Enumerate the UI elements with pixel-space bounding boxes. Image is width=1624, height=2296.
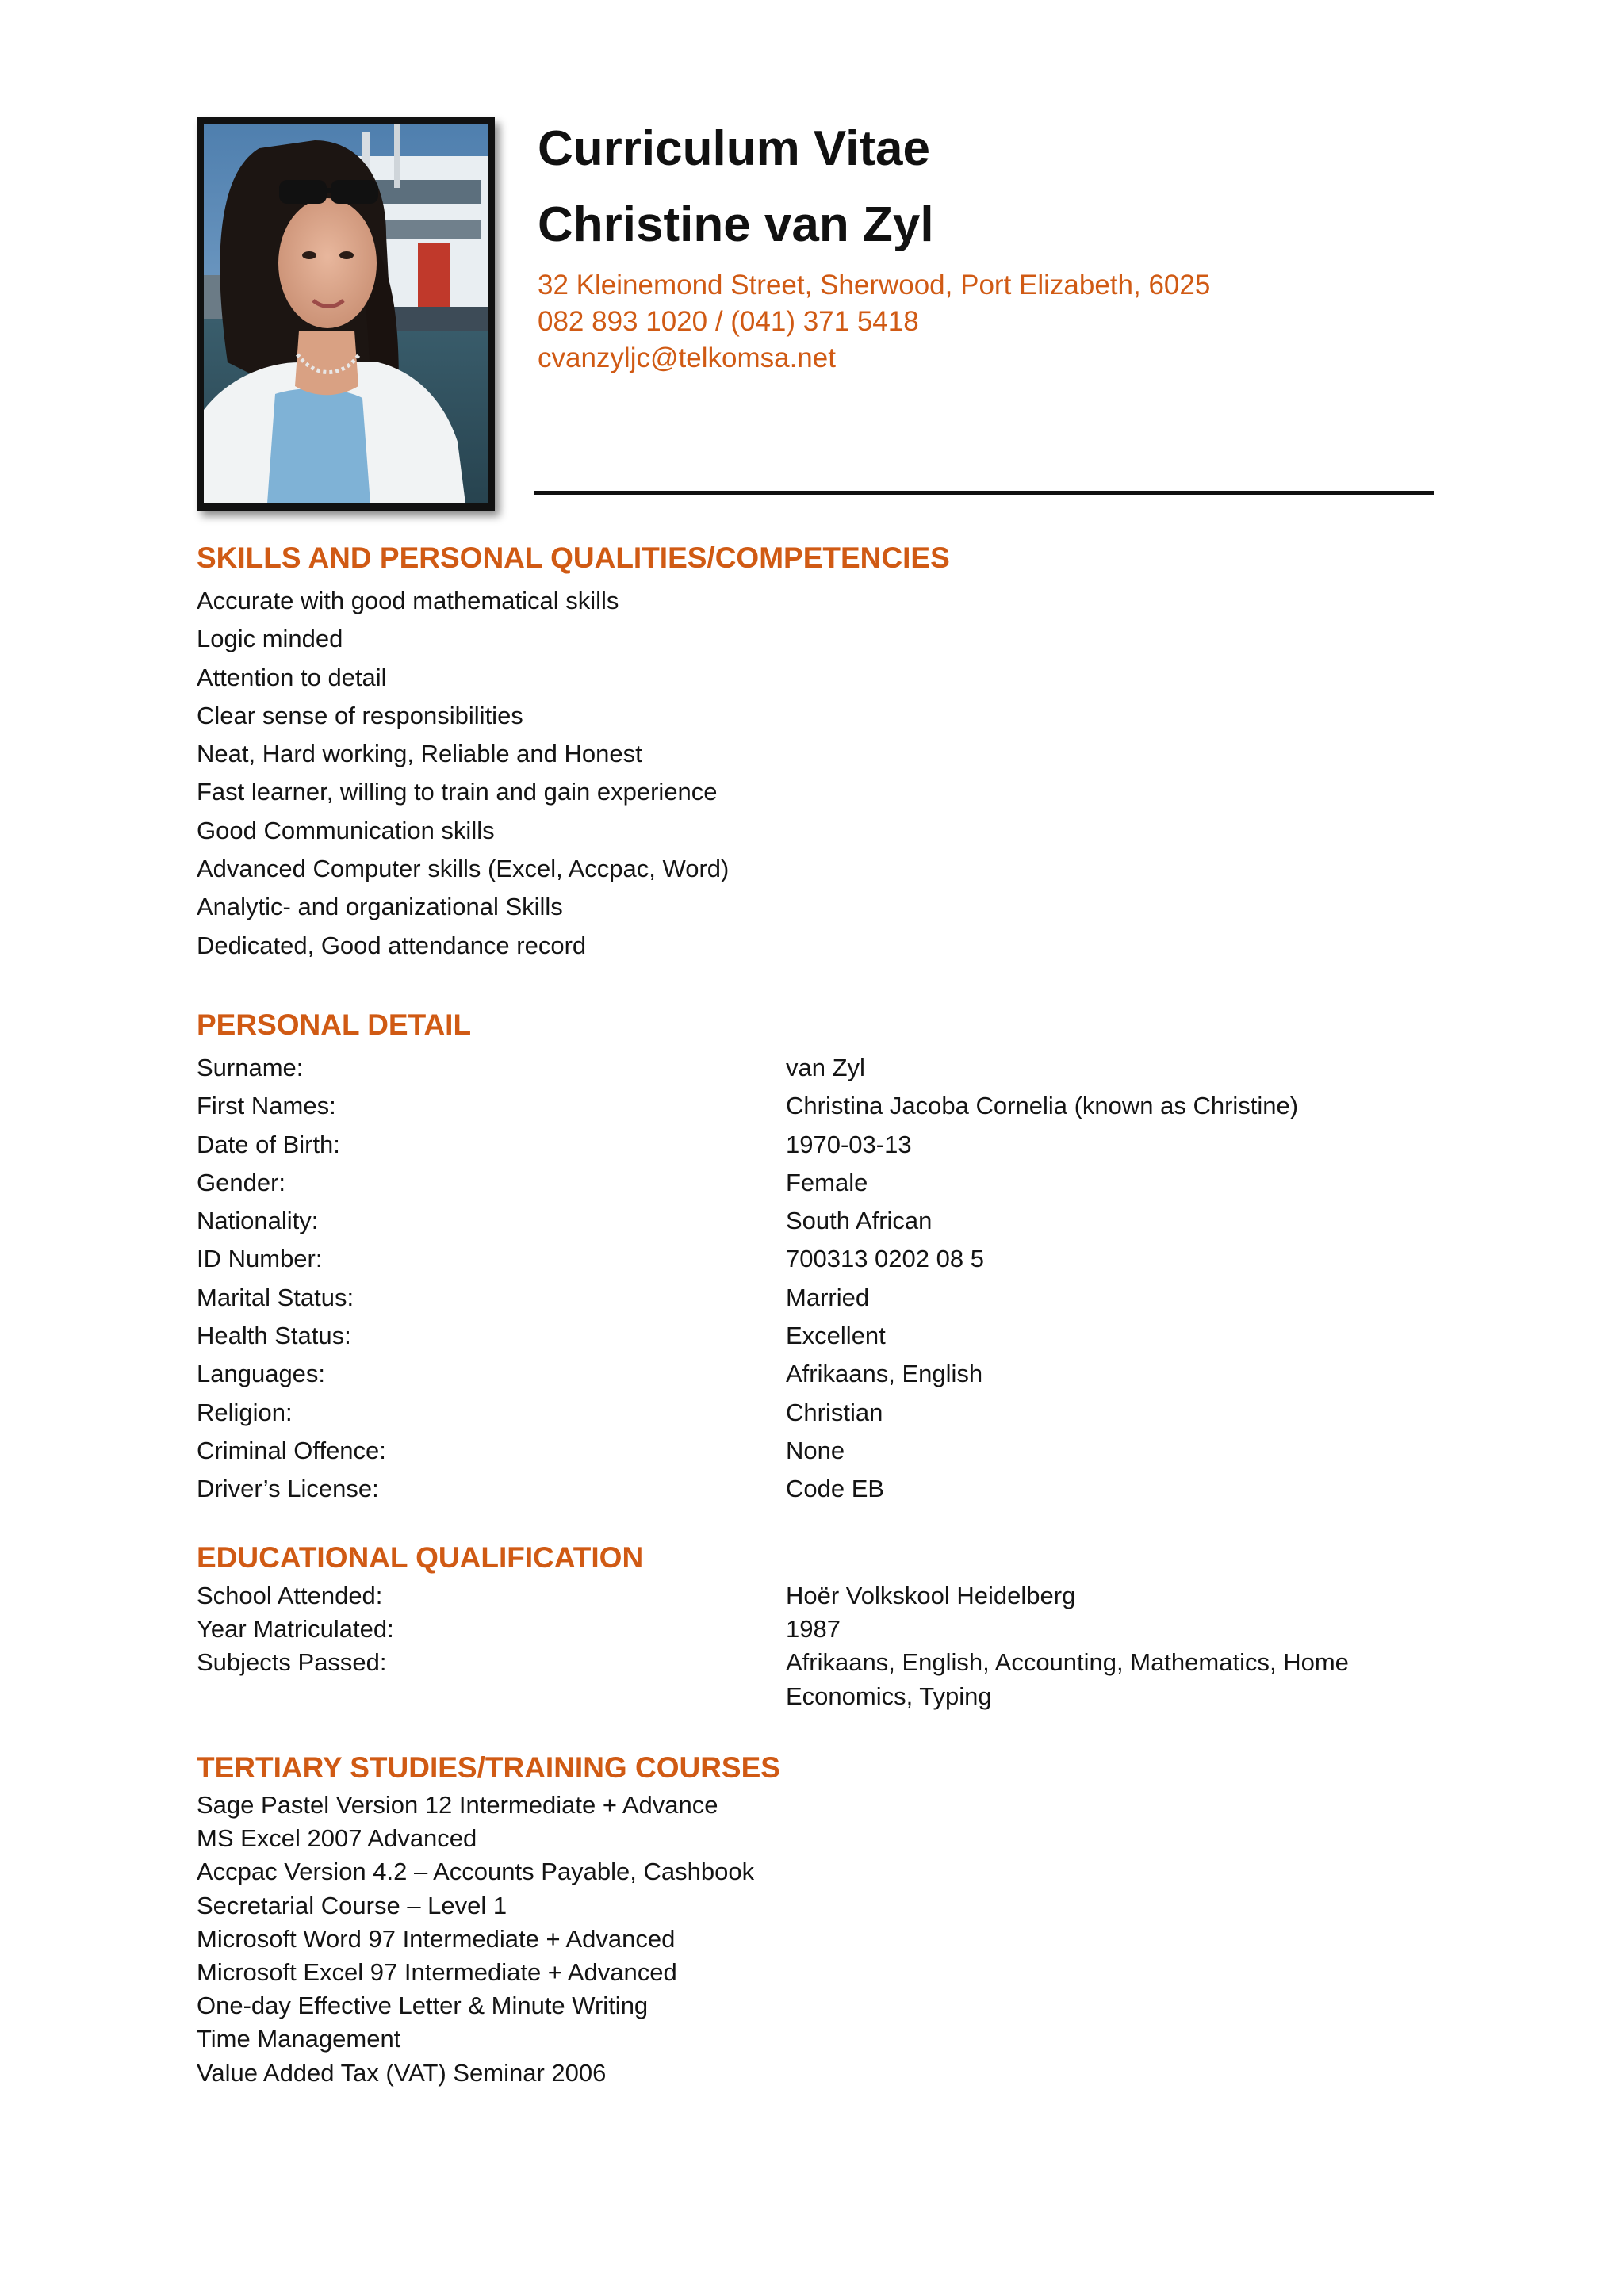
row-label: Religion: bbox=[197, 1398, 293, 1426]
table-row bbox=[197, 1240, 1434, 1278]
row-value: Afrikaans, English bbox=[786, 1360, 983, 1388]
list-item: Time Management bbox=[197, 2025, 401, 2053]
list-item: Microsoft Word 97 Intermediate + Advanced bbox=[197, 1924, 676, 1953]
personal-heading: PERSONAL DETAIL bbox=[197, 1008, 472, 1041]
row-label: ID Number: bbox=[197, 1245, 323, 1273]
row-label: Nationality: bbox=[197, 1207, 319, 1235]
row-value: 700313 0202 08 5 bbox=[786, 1245, 984, 1273]
row-label: Languages: bbox=[197, 1360, 326, 1388]
row-value: 1970-03-13 bbox=[786, 1130, 912, 1158]
table-row bbox=[197, 1164, 1434, 1202]
row-value: Hoër Volkskool Heidelberg bbox=[786, 1582, 1076, 1609]
row-label: Gender: bbox=[197, 1168, 286, 1196]
table-row bbox=[197, 1470, 1434, 1508]
profile-photo bbox=[197, 117, 495, 511]
list-item: Dedicated, Good attendance record bbox=[197, 931, 587, 959]
list-item: Microsoft Excel 97 Intermediate + Advanced bbox=[197, 1958, 677, 1987]
list-item: Analytic- and organizational Skills bbox=[197, 893, 563, 921]
row-value: Christina Jacoba Cornelia (known as Christine) bbox=[786, 1092, 1299, 1120]
list-item: Value Added Tax (VAT) Seminar 2006 bbox=[197, 2058, 607, 2087]
row-label: First Names: bbox=[197, 1092, 336, 1120]
candidate-name: Christine van Zyl bbox=[538, 197, 934, 252]
document-title: Curriculum Vitae bbox=[538, 121, 931, 176]
email-text: cvanzyljc@telkomsa.net bbox=[538, 342, 836, 373]
portrait-image bbox=[204, 124, 488, 503]
row-label: Marital Status: bbox=[197, 1283, 354, 1311]
row-label: Surname: bbox=[197, 1054, 304, 1081]
row-label: School Attended: bbox=[197, 1582, 383, 1609]
list-item: Fast learner, willing to train and gain experience bbox=[197, 778, 718, 806]
training-heading: TERTIARY STUDIES/TRAINING COURSES bbox=[197, 1751, 780, 1784]
row-value: van Zyl bbox=[786, 1054, 865, 1081]
table-row bbox=[197, 1126, 1434, 1164]
table-row bbox=[197, 1646, 1434, 1712]
row-value: None bbox=[786, 1436, 845, 1464]
table-row bbox=[197, 1394, 1434, 1432]
row-label: Health Status: bbox=[197, 1322, 351, 1350]
row-value: Female bbox=[786, 1168, 868, 1196]
table-row bbox=[197, 1202, 1434, 1240]
table-row bbox=[197, 1317, 1434, 1355]
personal-details-table bbox=[197, 1049, 1434, 1509]
list-item: Secretarial Course – Level 1 bbox=[197, 1891, 508, 1919]
list-item: MS Excel 2007 Advanced bbox=[197, 1824, 477, 1853]
list-item: Logic minded bbox=[197, 625, 343, 653]
contact-block bbox=[538, 267, 1210, 377]
row-value: Code EB bbox=[786, 1475, 885, 1503]
list-item: Accurate with good mathematical skills bbox=[197, 587, 619, 614]
address-text: 32 Kleinemond Street, Sherwood, Port Elizabeth, 6025 bbox=[538, 270, 1211, 300]
row-label: Year Matriculated: bbox=[197, 1615, 394, 1644]
list-item: Sage Pastel Version 12 Intermediate + Advance bbox=[197, 1791, 718, 1819]
list-item: Accpac Version 4.2 – Accounts Payable, Cashbook bbox=[197, 1858, 755, 1886]
table-row bbox=[197, 1049, 1434, 1087]
row-value: Christian bbox=[786, 1398, 883, 1426]
row-label: Subjects Passed: bbox=[197, 1648, 387, 1677]
list-item: Neat, Hard working, Reliable and Honest bbox=[197, 740, 642, 768]
skills-heading: SKILLS AND PERSONAL QUALITIES/COMPETENCIES bbox=[197, 541, 950, 574]
list-item: Good Communication skills bbox=[197, 816, 495, 844]
row-label: Criminal Offence: bbox=[197, 1436, 386, 1464]
row-value: Married bbox=[786, 1283, 870, 1311]
row-value: Excellent bbox=[786, 1322, 886, 1350]
table-row bbox=[197, 1432, 1434, 1470]
training-list bbox=[197, 1789, 754, 2090]
list-item: Advanced Computer skills (Excel, Accpac, Word) bbox=[197, 855, 730, 883]
skills-list bbox=[197, 582, 729, 965]
table-row bbox=[197, 1355, 1434, 1393]
header-divider bbox=[534, 491, 1434, 495]
row-label: Date of Birth: bbox=[197, 1130, 340, 1158]
list-item: Clear sense of responsibilities bbox=[197, 701, 523, 729]
list-item: One-day Effective Letter & Minute Writing bbox=[197, 1992, 649, 2020]
table-row bbox=[197, 1613, 1434, 1646]
education-table bbox=[197, 1579, 1434, 1713]
table-row bbox=[197, 1579, 1434, 1613]
education-heading: EDUCATIONAL QUALIFICATION bbox=[197, 1541, 644, 1574]
table-row bbox=[197, 1279, 1434, 1317]
phone-text: 082 893 1020 / (041) 371 5418 bbox=[538, 306, 919, 337]
row-value: 1987 bbox=[786, 1615, 841, 1644]
row-value: Afrikaans, English, Accounting, Mathematics, Home Economics, Typing bbox=[786, 1648, 1349, 1710]
row-value: South African bbox=[786, 1207, 933, 1235]
list-item: Attention to detail bbox=[197, 663, 387, 691]
row-label: Driver’s License: bbox=[197, 1475, 379, 1503]
table-row bbox=[197, 1087, 1434, 1125]
